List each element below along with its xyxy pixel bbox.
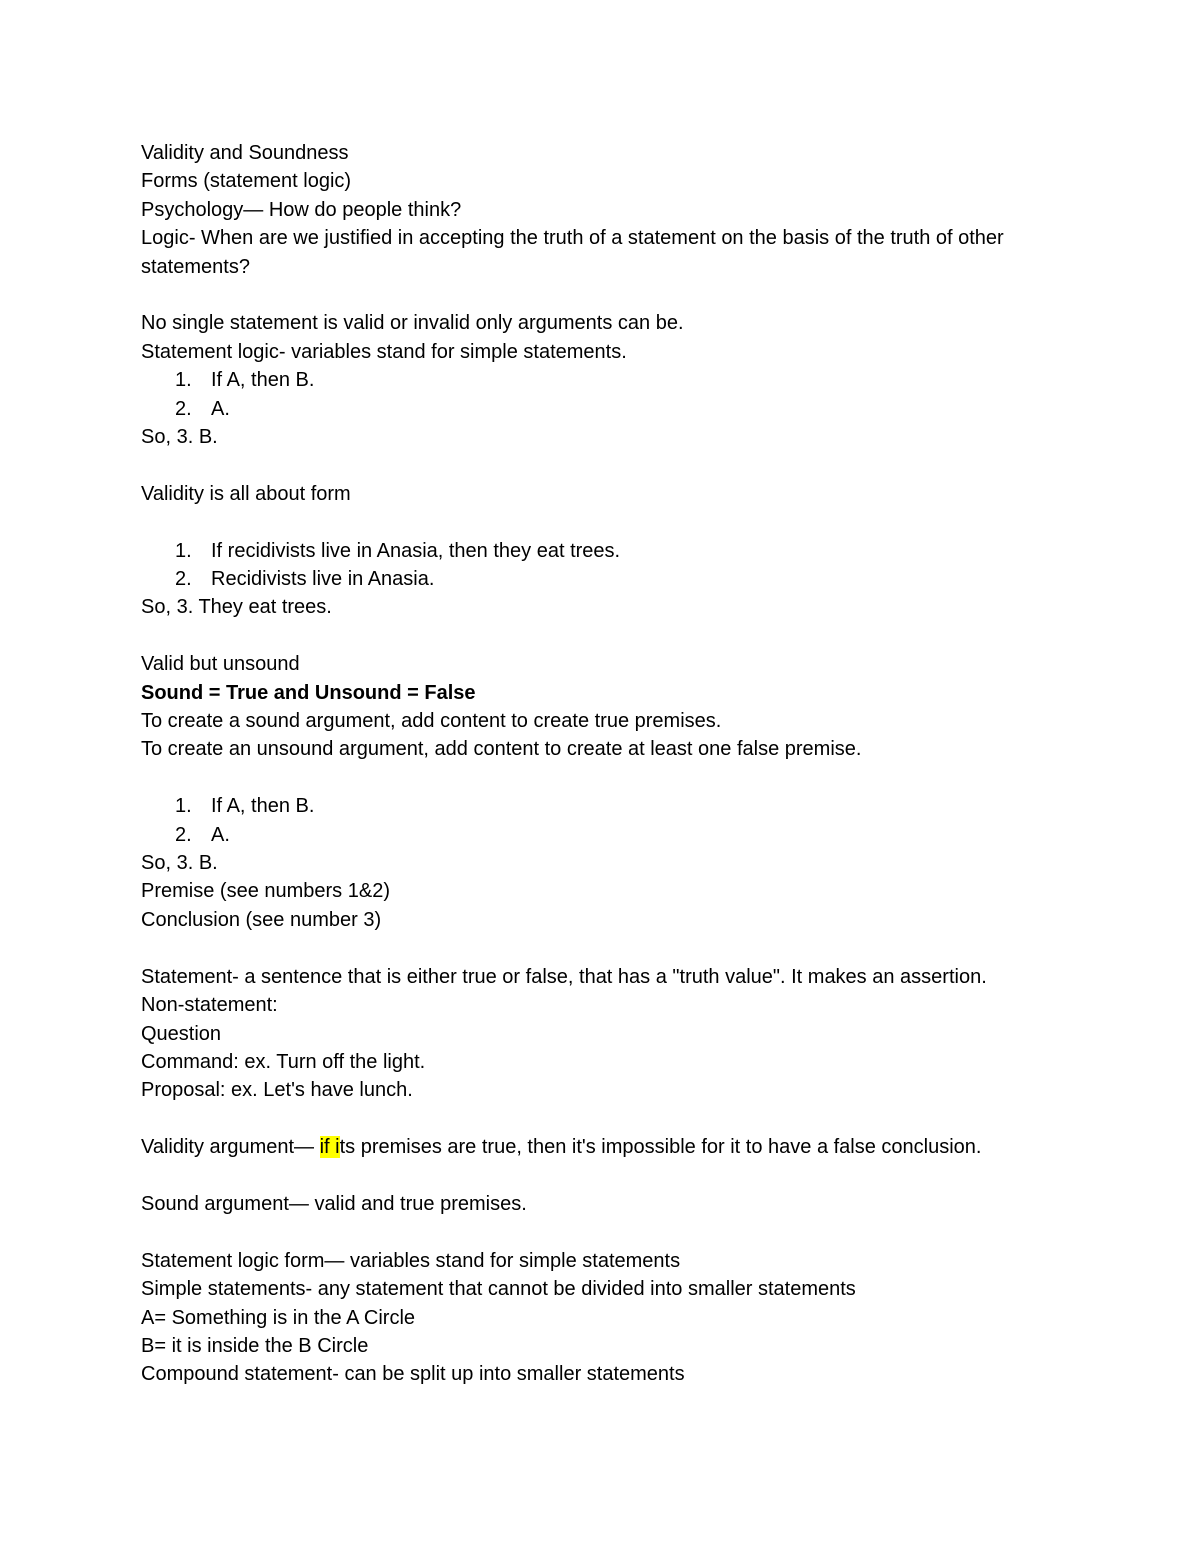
list-text: A. <box>211 397 230 420</box>
simple-statements-line: Simple statements- any statement that cannot be divided into smaller statements <box>141 1278 856 1301</box>
list-item <box>141 366 1101 394</box>
valid-unsound-line: Valid but unsound <box>141 653 300 676</box>
list-item <box>141 792 1101 820</box>
create-sound-line: To create a sound argument, add content to create true premises. <box>141 710 722 733</box>
blank-line <box>141 1162 1101 1190</box>
blank-line <box>141 622 1101 650</box>
statement-logic-line: Statement logic- variables stand for simple statements. <box>141 340 627 363</box>
highlighted-text: if i <box>319 1136 340 1159</box>
so-line: So, 3. They eat trees. <box>141 596 332 619</box>
question-line: Question <box>141 1022 222 1045</box>
list-number: 2. <box>175 823 192 846</box>
no-single-line: No single statement is valid or invalid only arguments can be. <box>141 312 684 335</box>
list-number: 1. <box>175 539 192 562</box>
create-unsound-line: To create an unsound argument, add content to create at least one false premise. <box>141 738 862 761</box>
list-text: If recidivists live in Anasia, then they eat trees. <box>211 539 621 562</box>
blank-line <box>141 1218 1101 1246</box>
so-line: So, 3. B. <box>141 852 218 875</box>
list-item <box>141 537 1101 565</box>
validity-argument-prefix: Validity argument— <box>141 1136 320 1159</box>
sound-definition-bold: Sound = True and Unsound = False <box>141 681 476 704</box>
list-text: Recidivists live in Anasia. <box>211 568 435 591</box>
list-text: A. <box>211 823 230 846</box>
list-number: 1. <box>175 795 192 818</box>
statement-definition-line: Statement- a sentence that is either true or false, that has a "truth value". It makes an assertion. <box>141 965 987 988</box>
statement-logic-form-line: Statement logic form— variables stand for simple statements <box>141 1249 681 1272</box>
sound-argument-line: Sound argument— valid and true premises. <box>141 1192 527 1215</box>
validity-argument-line <box>141 1133 1101 1161</box>
list-text: If A, then B. <box>211 369 315 392</box>
list-text: If A, then B. <box>211 795 315 818</box>
b-definition-line: B= it is inside the B Circle <box>141 1334 369 1357</box>
conclusion-line: Conclusion (see number 3) <box>141 908 382 931</box>
blank-line <box>141 451 1101 479</box>
list-item <box>141 395 1101 423</box>
list-item <box>141 821 1101 849</box>
forms-line: Forms (statement logic) <box>141 170 352 193</box>
document-body <box>141 139 1101 1389</box>
list-number: 2. <box>175 568 192 591</box>
blank-line <box>141 1105 1101 1133</box>
compound-statement-line: Compound statement- can be split up into smaller statements <box>141 1363 685 1386</box>
list-number: 2. <box>175 397 192 420</box>
premise-line: Premise (see numbers 1&2) <box>141 880 390 903</box>
command-line: Command: ex. Turn off the light. <box>141 1050 426 1073</box>
blank-line <box>141 281 1101 309</box>
proposal-line: Proposal: ex. Let's have lunch. <box>141 1079 413 1102</box>
blank-line <box>141 508 1101 536</box>
validity-argument-suffix: ts premises are true, then it's impossible for it to have a false conclusion. <box>339 1136 982 1159</box>
blank-line <box>141 764 1101 792</box>
a-definition-line: A= Something is in the A Circle <box>141 1306 416 1329</box>
psychology-line: Psychology— How do people think? <box>141 198 462 221</box>
list-item <box>141 565 1101 593</box>
logic-line: Logic- When are we justified in accepting the truth of a statement on the basis of the truth of other statements? <box>141 227 1010 278</box>
blank-line <box>141 934 1101 962</box>
document-title: Validity and Soundness <box>141 142 349 164</box>
validity-form-line: Validity is all about form <box>141 482 351 505</box>
non-statement-line: Non-statement: <box>141 994 278 1017</box>
so-line: So, 3. B. <box>141 426 218 449</box>
list-number: 1. <box>175 369 192 392</box>
